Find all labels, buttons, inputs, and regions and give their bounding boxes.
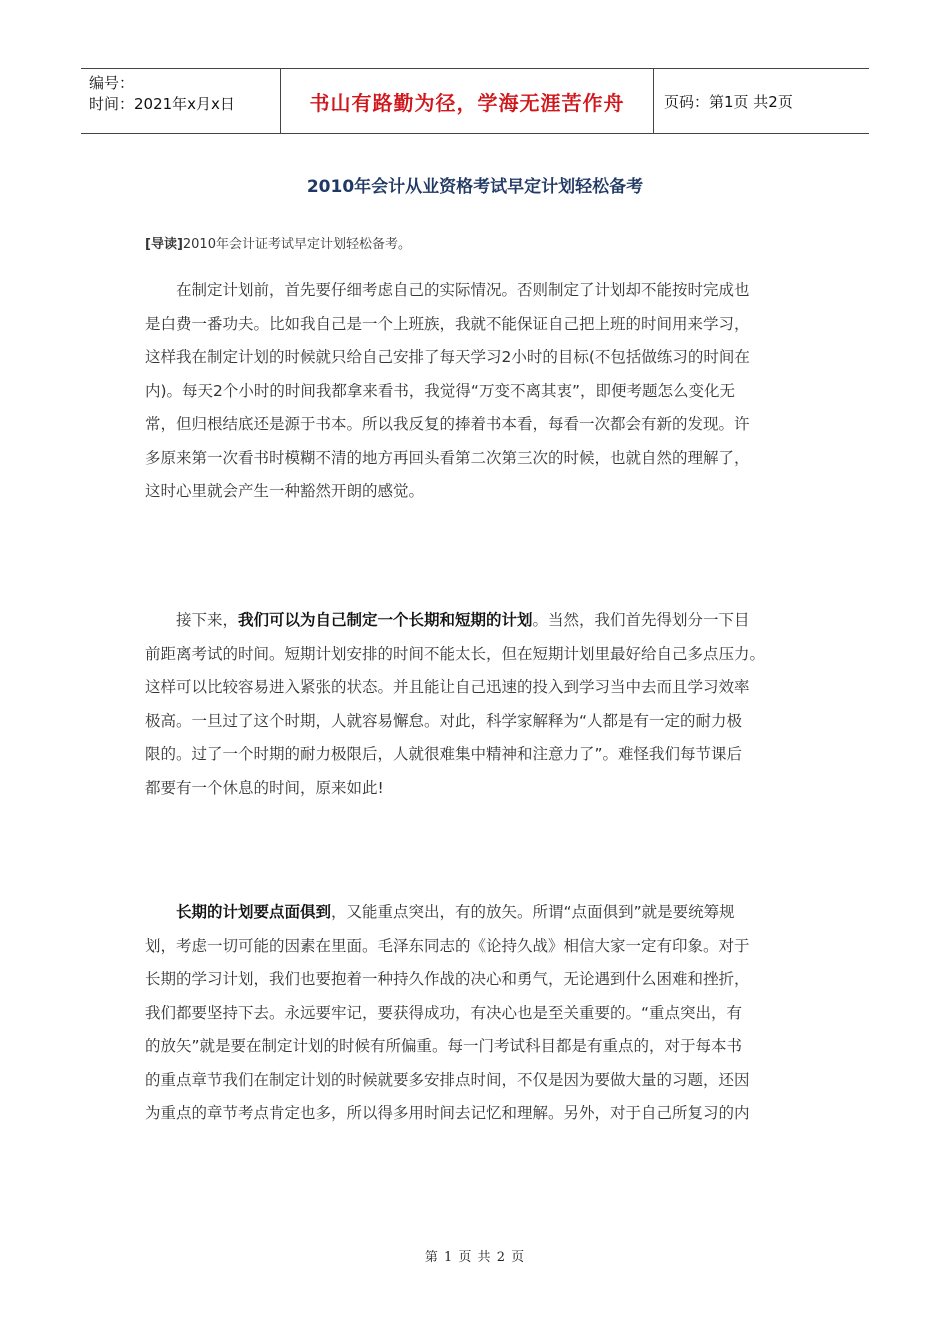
paragraph-line: 在制定计划前，首先要仔细考虑自己的实际情况。否则制定了计划却不能按时完成也 — [145, 281, 750, 299]
paragraph-line: 长期的学习计划，我们也要抱着一种持久作战的决心和勇气，无论遇到什么困难和挫折， — [145, 970, 750, 988]
intro-tag: [导读] — [145, 237, 183, 252]
para2-rest: 。当然，我们首先得划分一下目 — [532, 611, 750, 629]
para2-lead: 接下来， — [145, 611, 239, 629]
paragraph-line: 这时心里就会产生一种豁然开朗的感觉。 — [145, 482, 425, 500]
paragraph-line: 这样可以比较容易进入紧张的状态。并且能让自己迅速的投入到学习当中去而且学习效率 — [145, 678, 750, 696]
header-motto: 书山有路勤为径，学海无涯苦作舟 — [281, 69, 654, 133]
paragraph-line: 的放矢”就是要在制定计划的时候有所偏重。每一门考试科目都是有重点的，对于每本书 — [145, 1037, 743, 1055]
paragraph-line: 限的。过了一个时期的耐力极限后，人就很难集中精神和注意力了”。难怪我们每节课后 — [145, 745, 743, 763]
page-footer: 第 1 页 共 2 页 — [424, 1250, 526, 1265]
document-time-label: 时间：2021年x月x日 — [89, 95, 235, 113]
header-page-info: 页码：第1页 共2页 — [664, 92, 793, 111]
intro-text: 2010年会计证考试早定计划轻松备考。 — [182, 237, 411, 252]
paragraph-3 — [145, 896, 805, 1131]
paragraph-2 — [145, 604, 805, 805]
para3-emphasis: 长期的计划要点面俱到 — [176, 903, 332, 921]
article-title: 2010年会计从业资格考试早定计划轻松备考 — [306, 177, 644, 197]
paragraph-first-line — [145, 604, 805, 638]
paragraph-line: 极高。一旦过了这个时期，人就容易懈怠。对此，科学家解释为“人都是有一定的耐力极 — [145, 711, 743, 730]
paragraph-line: 划，考虑一切可能的因素在里面。毛泽东同志的《论持久战》相信大家一定有印象。对于 — [145, 936, 750, 955]
para2-emphasis: 我们可以为自己制定一个长期和短期的计划 — [238, 611, 533, 629]
paragraph-line: 内)。每天2个小时的时间我都拿来看书，我觉得“万变不离其衷”，即便考题怎么变化无 — [145, 381, 735, 400]
paragraph-line: 前距离考试的时间。短期计划安排的时间不能太长，但在短期计划里最好给自己多点压力。 — [145, 644, 766, 663]
paragraph-line: 是白费一番功夫。比如我自己是一个上班族，我就不能保证自己把上班的时间用来学习， — [145, 314, 750, 333]
header-meta — [81, 69, 281, 133]
paragraph-line: 为重点的章节考点肯定也多，所以得多用时间去记忆和理解。另外，对于自己所复习的内 — [145, 1104, 750, 1122]
paragraph-line: 都要有一个休息的时间，原来如此! — [145, 778, 384, 797]
paragraph-line: 这样我在制定计划的时候就只给自己安排了每天学习2小时的目标(不包括做练习的时间在 — [145, 348, 750, 366]
page-header — [81, 68, 869, 134]
para3-rest: ，又能重点突出，有的放矢。所谓“点面俱到”就是要统筹规 — [331, 903, 735, 921]
document-number-label: 编号： — [89, 74, 135, 92]
paragraph-line: 多原来第一次看书时模糊不清的地方再回头看第二次第三次的时候，也就自然的理解了， — [145, 448, 750, 467]
paragraph-first-line — [145, 896, 805, 930]
paragraph-1 — [145, 274, 805, 509]
paragraph-line: 的重点章节我们在制定计划的时候就要多安排点时间，不仅是因为要做大量的习题，还因 — [145, 1070, 750, 1089]
para3-lead — [145, 903, 176, 921]
article-intro — [145, 233, 411, 252]
paragraph-line: 我们都要坚持下去。永远要牢记，要获得成功，有决心也是至关重要的。“重点突出，有 — [145, 1003, 743, 1022]
paragraph-line: 常，但归根结底还是源于书本。所以我反复的捧着书本看，每看一次都会有新的发现。许 — [145, 415, 750, 433]
